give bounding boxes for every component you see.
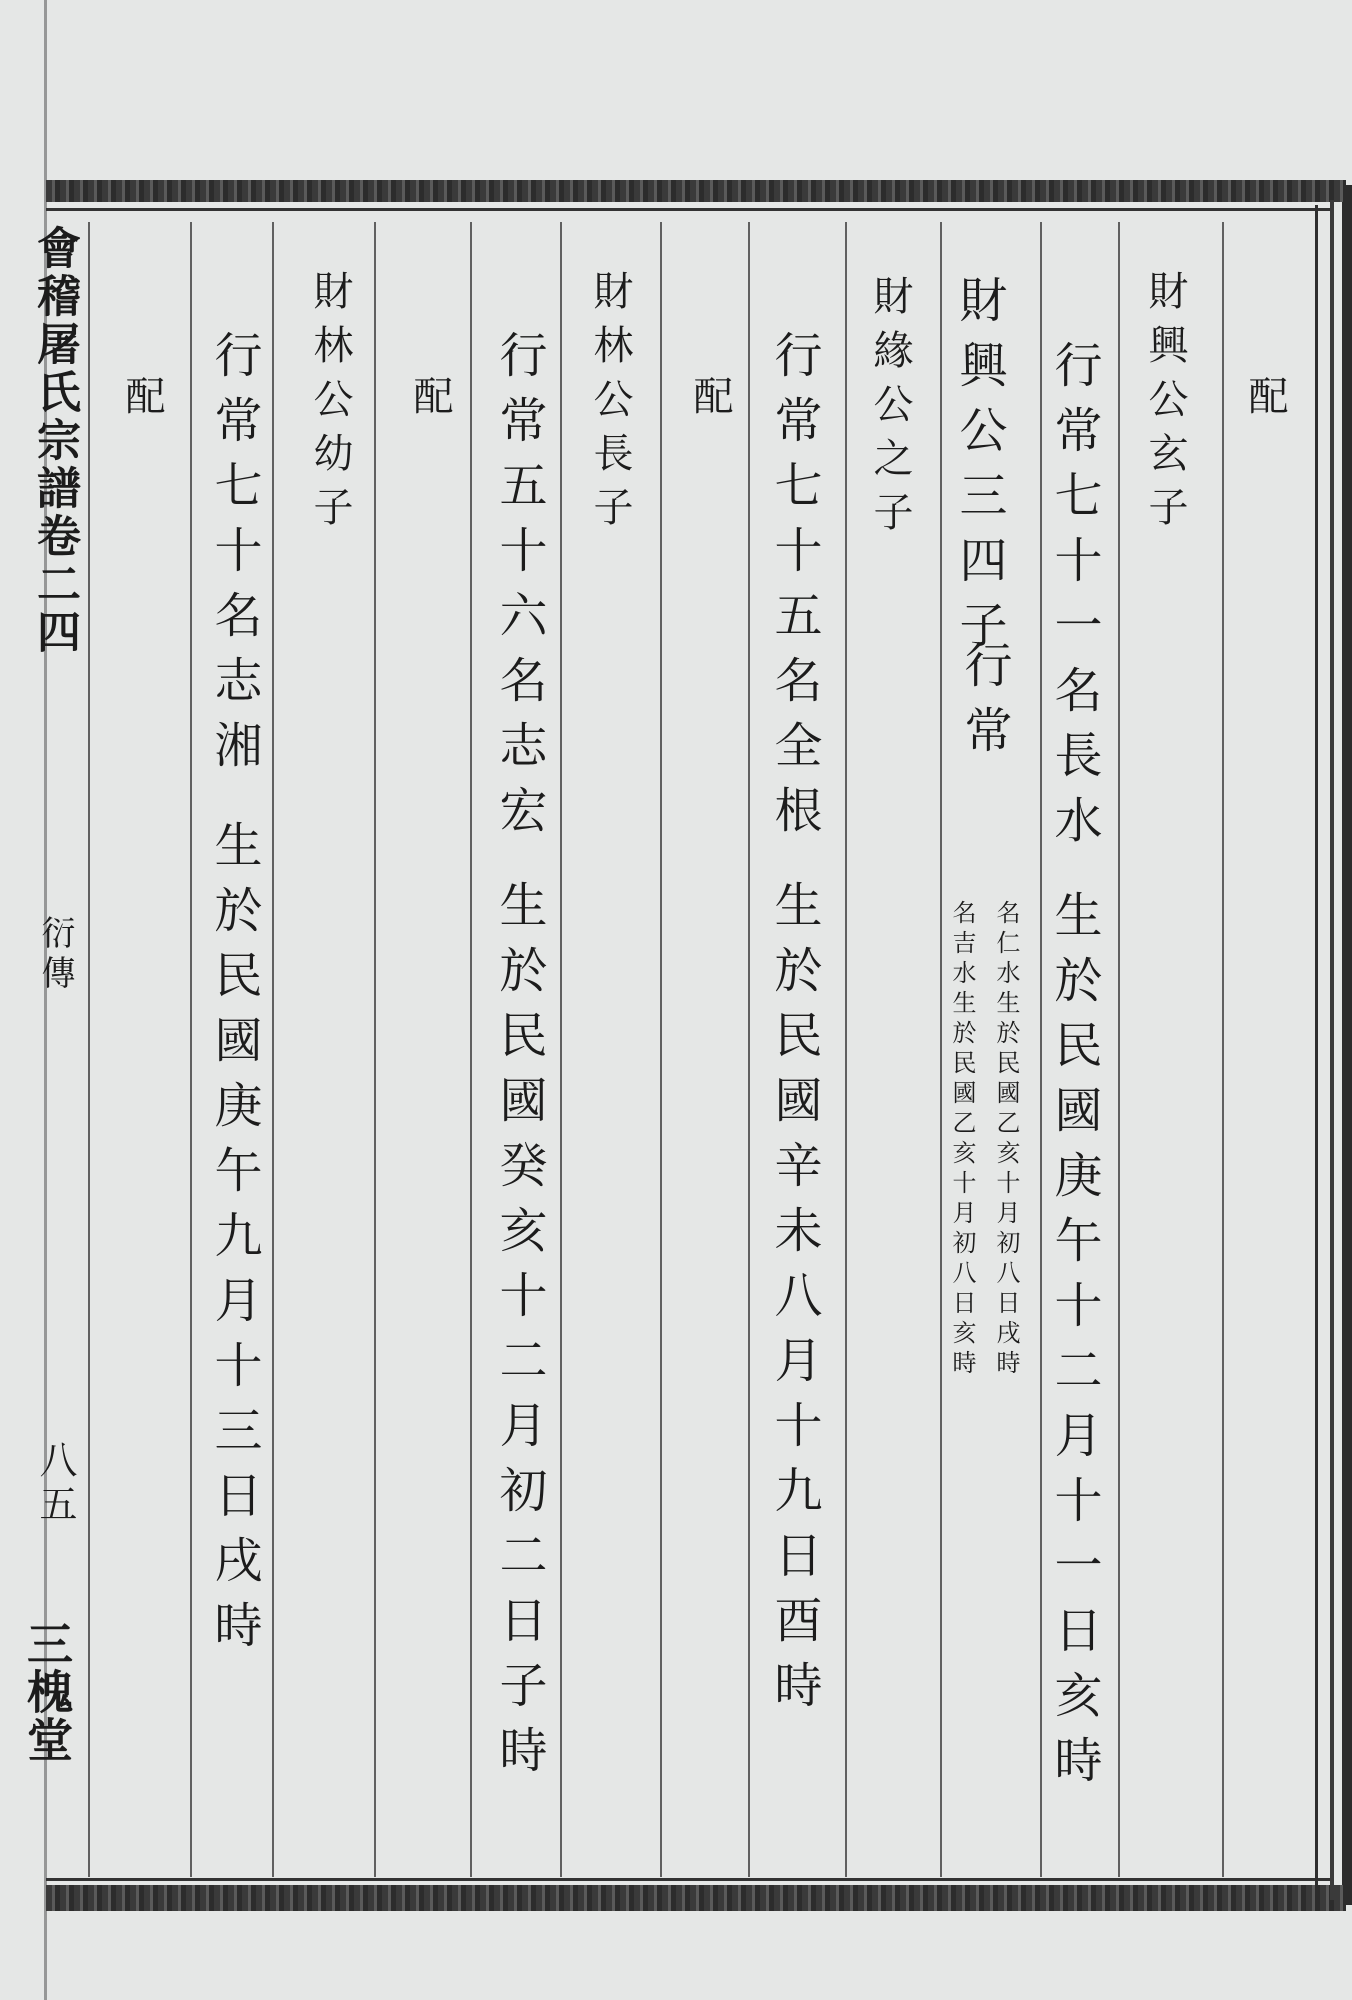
right-frame-line — [1315, 205, 1318, 1885]
next-page-edge — [1342, 185, 1352, 1905]
top-border-inner-line — [46, 208, 1332, 211]
entry-birth-line: 生於民國癸亥十二月初二日子時 — [491, 880, 547, 1790]
column-divider — [1118, 222, 1120, 1877]
top-border — [46, 180, 1346, 202]
column-divider — [940, 222, 942, 1877]
column-divider — [272, 222, 274, 1877]
column-divider — [845, 222, 847, 1877]
lineage-heading: 財興公玄子 — [1142, 270, 1188, 540]
column-divider — [88, 222, 90, 1877]
entry-name-line: 行常七十名志湘 — [206, 330, 262, 785]
entry-name-line: 行常 — [956, 640, 1012, 770]
section-label: 衍傳 — [35, 915, 75, 995]
column-divider — [560, 222, 562, 1877]
bottom-border — [46, 1885, 1346, 1911]
spouse-label: 配 — [687, 375, 733, 429]
column-divider — [190, 222, 192, 1877]
lineage-heading: 財林公長子 — [587, 270, 633, 540]
right-frame-line-outer — [1330, 200, 1334, 1900]
entry-name-line: 行常七十一名長水 — [1046, 340, 1102, 860]
column-divider — [1222, 222, 1224, 1877]
column-divider — [470, 222, 472, 1877]
lineage-heading: 財林公幼子 — [307, 270, 353, 540]
lineage-heading: 財緣公之子 — [867, 275, 913, 545]
spouse-label: 配 — [1242, 375, 1288, 429]
column-divider — [660, 222, 662, 1877]
entry-note-line: 名仁水生於民國乙亥十月初八日戌時 — [992, 900, 1020, 1380]
spouse-label: 配 — [119, 375, 165, 429]
book-title: 會稽屠氏宗譜卷二四 — [29, 225, 80, 657]
bottom-border-inner-line — [46, 1878, 1332, 1881]
entry-note-line: 名吉水生於民國乙亥十月初八日亥時 — [948, 900, 976, 1380]
column-divider — [374, 222, 376, 1877]
entry-birth-line: 生於民國辛未八月十九日酉時 — [766, 880, 822, 1725]
lineage-heading: 財興公三四子 — [951, 275, 1007, 665]
entry-name-line: 行常七十五名全根 — [766, 330, 822, 850]
entry-birth-line: 生於民國庚午九月十三日戌時 — [206, 820, 262, 1665]
entry-birth-line: 生於民國庚午十二月十一日亥時 — [1046, 890, 1102, 1800]
column-divider — [1040, 222, 1042, 1877]
page-number: 八五 — [33, 1440, 77, 1528]
entry-name-line: 行常五十六名志宏 — [491, 330, 547, 850]
spouse-label: 配 — [407, 375, 453, 429]
hall-name: 三槐堂 — [20, 1620, 74, 1764]
column-divider — [748, 222, 750, 1877]
